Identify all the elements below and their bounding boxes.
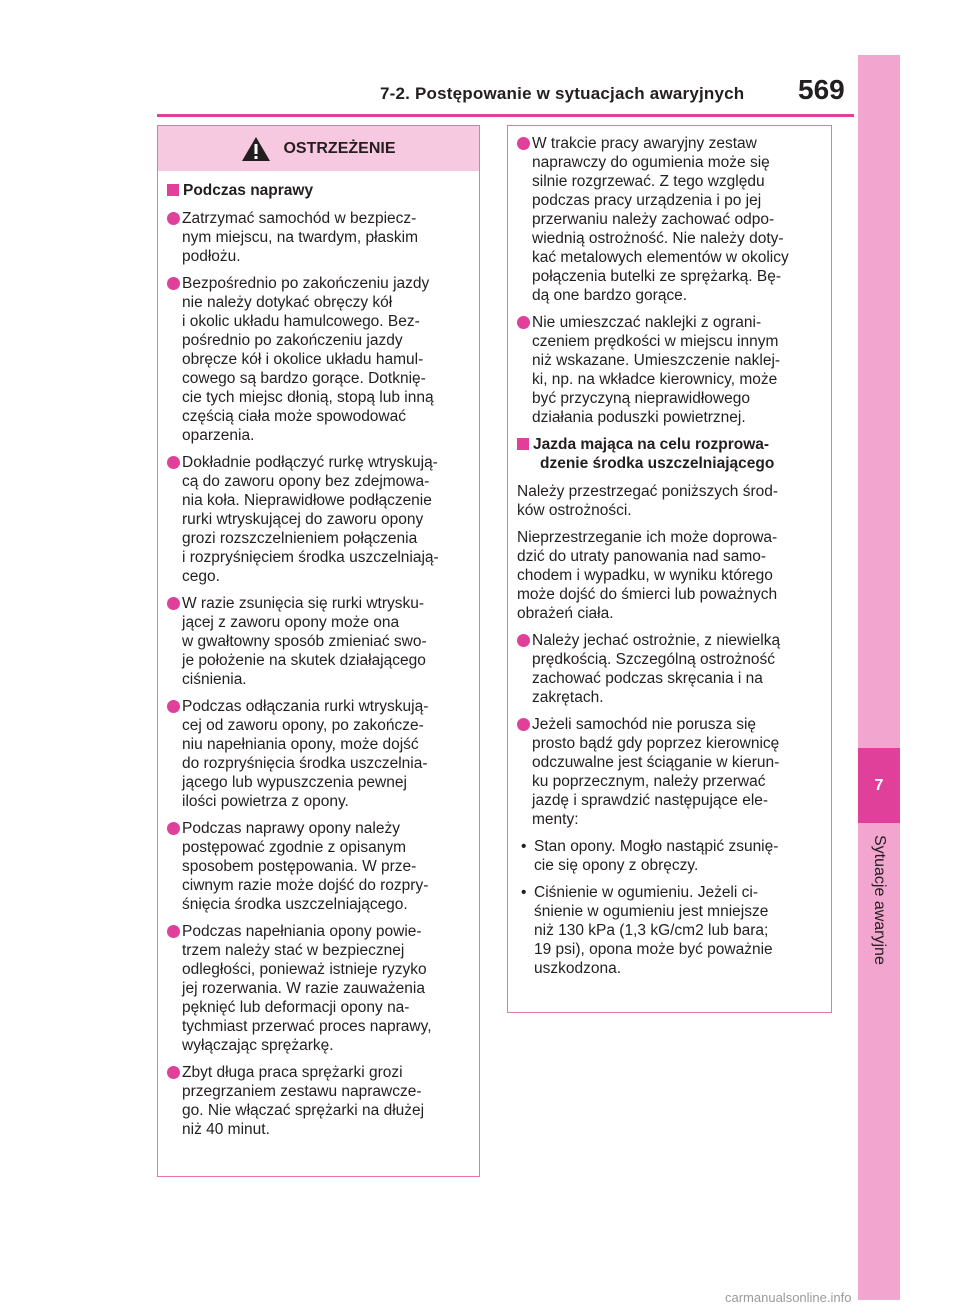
text-line: niż 40 minut. <box>182 1121 270 1138</box>
text-line: jącego lub wypuszczenia pewnej <box>182 774 407 791</box>
circle-bullet-icon <box>167 822 180 835</box>
text-line: oparzenia. <box>182 427 255 444</box>
text-line: jącej z zaworu opony może ona <box>182 614 400 631</box>
text-line: ciwnym razie może dojść do rozpry- <box>182 877 429 894</box>
text-line: Bezpośrednio po zakończeniu jazdy <box>182 275 430 292</box>
list-item <box>167 697 471 811</box>
text-line: je położenie na skutek działającego <box>182 652 426 669</box>
bullet-dot-icon: • <box>521 884 527 901</box>
text-line: prosto bądź gdy poprzez kierownicę <box>532 735 780 752</box>
text-line: menty: <box>532 811 579 828</box>
text-line: odczuwalne jest ściąganie w kierun- <box>532 754 780 771</box>
text-line: naprawczy do ogumienia może się <box>532 154 770 171</box>
section-heading-text: Podczas naprawy <box>183 182 314 199</box>
text-line: chodem i wypadku, w wyniku którego <box>517 567 773 584</box>
warning-list-bottom <box>517 631 823 829</box>
header-title: 7-2. Postępowanie w sytuacjach awaryjnych <box>380 84 745 103</box>
warning-list-top <box>517 134 823 427</box>
text-line: ilości powietrza z opony. <box>182 793 349 810</box>
text-line: pęknięć lub deformacji opony na- <box>182 999 410 1016</box>
text-line: działania poduszki powietrznej. <box>532 409 746 426</box>
text-line: nym miejscu, na twardym, płaskim <box>182 229 419 246</box>
list-item <box>517 715 823 829</box>
text-line: cej od zaworu opony, po zakończe- <box>182 717 424 734</box>
circle-bullet-icon <box>517 316 530 329</box>
list-item <box>167 819 471 914</box>
paragraph <box>517 482 823 520</box>
text-line: czeniem prędkości w miejscu innym <box>532 333 779 350</box>
text-line: jazdę i sprawdzić następujące ele- <box>532 792 769 809</box>
text-line: pośrednio po zakończeniu jazdy <box>182 332 403 349</box>
text-line: Dokładnie podłączyć rurkę wtryskują- <box>182 454 438 471</box>
text-line: ku poprzecznym, należy przerwać <box>532 773 766 790</box>
text-line: obrażeń ciała. <box>517 605 614 622</box>
text-line: dą one bardzo gorące. <box>532 287 688 304</box>
text-line: podczas pracy urządzenia i po jej <box>532 192 762 209</box>
text-line: Nieprzestrzeganie ich może doprowa- <box>517 529 778 546</box>
paragraphs <box>517 482 823 623</box>
warning-box-left <box>157 125 480 1177</box>
circle-bullet-icon <box>517 137 530 150</box>
check-list <box>517 837 823 978</box>
list-item <box>167 209 471 266</box>
circle-bullet-icon <box>167 925 180 938</box>
text-line: sposobem postępowania. W prze- <box>182 858 417 875</box>
warning-list <box>167 209 471 1139</box>
text-line: Należy jechać ostrożnie, z niewielką <box>532 632 781 649</box>
text-line: częścią ciała może spowodować <box>182 408 406 425</box>
text-line: nie należy dotykać obręczy kół <box>182 294 393 311</box>
text-line: Należy przestrzegać poniższych środ- <box>517 483 779 500</box>
text-line: kać metalowych elementów w okolicy <box>532 249 789 266</box>
text-line: W trakcie pracy awaryjny zestaw <box>532 135 757 152</box>
text-line: zakrętach. <box>532 689 604 706</box>
text-line: i okolic układu hamulcowego. Bez- <box>182 313 420 330</box>
circle-bullet-icon <box>517 718 530 731</box>
text-line: Stan opony. Mogło nastąpić zsunię- <box>534 838 779 855</box>
text-line: wyłączając sprężarkę. <box>182 1037 334 1054</box>
text-line: nia koła. Nieprawidłowe podłączenie <box>182 492 432 509</box>
section-heading-line: dzenie środka uszczelniającego <box>540 455 775 472</box>
text-line: niż 130 kPa (1,3 kG/cm2 lub bara; <box>534 922 769 939</box>
list-item <box>517 313 823 427</box>
warning-triangle-icon <box>241 136 271 162</box>
list-item <box>167 274 471 445</box>
text-line: trzem należy stać w bezpiecznej <box>182 942 405 959</box>
text-line: Nie umieszczać naklejki z ograni- <box>532 314 762 331</box>
text-line: uszkodzona. <box>534 960 622 977</box>
text-line: obręcze kół i okolice układu hamul- <box>182 351 424 368</box>
text-line: cą do zaworu opony bez zdejmowa- <box>182 473 430 490</box>
warning-header <box>158 126 479 171</box>
text-line: dzić do utraty panowania nad samo- <box>517 548 767 565</box>
text-line: niż wskazane. Umieszczenie naklej- <box>532 352 781 369</box>
text-line: i rozpryśnięciem środka uszczelniają- <box>182 549 439 566</box>
warning-content-left <box>158 171 479 1139</box>
text-line: śnienie w ogumieniu jest mniejsze <box>534 903 769 920</box>
text-line: odległości, ponieważ istnieje ryzyko <box>182 961 427 978</box>
text-line: zachować podczas skręcania i na <box>532 670 763 687</box>
section-heading-line: Jazda mająca na celu rozprowa- <box>533 436 770 453</box>
text-line: przegrzaniem zestawu naprawcze- <box>182 1083 422 1100</box>
chapter-label: Sytuacje awaryjne <box>871 835 888 965</box>
text-line: cie się opony z obręczy. <box>534 857 699 874</box>
bullet-dot-icon: • <box>521 838 527 855</box>
text-line: ciśnienia. <box>182 671 247 688</box>
list-item <box>167 1063 471 1139</box>
text-line: prędkością. Szczególną ostrożność <box>532 651 775 668</box>
list-item <box>167 594 471 689</box>
text-line: śnięcia środka uszczelniającego. <box>182 896 408 913</box>
text-line: 19 psi), opona może być poważnie <box>534 941 773 958</box>
warning-box-right <box>507 125 832 1013</box>
warning-title: OSTRZEŻENIE <box>283 139 396 157</box>
square-bullet-icon <box>167 184 179 196</box>
text-line: połączenia butelki ze sprężarką. Bę- <box>532 268 781 285</box>
text-line: silnie rozgrzewać. Z tego względu <box>532 173 765 190</box>
text-line: cego. <box>182 568 220 585</box>
warning-content-right <box>508 126 831 978</box>
text-line: do rozpryśnięcia środka uszczelnia- <box>182 755 428 772</box>
text-line: być przyczyną nieprawidłowego <box>532 390 750 407</box>
circle-bullet-icon <box>167 597 180 610</box>
text-line: go. Nie włączać sprężarki na dłużej <box>182 1102 425 1119</box>
circle-bullet-icon <box>517 634 530 647</box>
text-line: postępować zgodnie z opisanym <box>182 839 407 856</box>
text-line: przerwaniu należy zachować odpo- <box>532 211 775 228</box>
page-number: 569 <box>798 74 845 105</box>
paragraph <box>517 528 823 623</box>
text-line: Zatrzymać samochód w bezpiecz- <box>182 210 417 227</box>
text-line: Zbyt długa praca sprężarki grozi <box>182 1064 403 1081</box>
list-item <box>167 922 471 1055</box>
list-item <box>167 453 471 586</box>
text-line: rurki wtryskującej do zaworu opony <box>182 511 424 528</box>
section-heading-driving <box>517 435 823 473</box>
text-line: tychmiast przerwać proces naprawy, <box>182 1018 432 1035</box>
list-item <box>517 631 823 707</box>
section-heading <box>167 181 471 200</box>
text-line: może dojść do śmierci lub poważnych <box>517 586 778 603</box>
text-line: grozi rozszczelnieniem połączenia <box>182 530 418 547</box>
text-line: W razie zsunięcia się rurki wtrysku- <box>182 595 425 612</box>
square-bullet-icon <box>517 438 529 450</box>
text-line: ki, np. na wkładce kierownicy, może <box>532 371 778 388</box>
text-line: wiednią ostrożność. Nie należy doty- <box>532 230 784 247</box>
text-line: ków ostrożności. <box>517 502 632 519</box>
header-rule <box>157 114 854 117</box>
text-line: Podczas odłączania rurki wtryskują- <box>182 698 429 715</box>
bullet-item <box>517 837 823 875</box>
text-line: podłożu. <box>182 248 241 265</box>
bullet-item <box>517 883 823 978</box>
circle-bullet-icon <box>167 277 180 290</box>
text-line: jej rozerwania. W razie zauważenia <box>182 980 425 997</box>
text-line: cie tych miejsc dłonią, stopą lub inną <box>182 389 434 406</box>
list-item <box>517 134 823 305</box>
side-tab <box>858 55 900 1300</box>
circle-bullet-icon <box>167 1066 180 1079</box>
text-line: cowego są bardzo gorące. Dotknię- <box>182 370 426 387</box>
text-line: Podczas napełniania opony powie- <box>182 923 422 940</box>
watermark: carmanualsonline.info <box>725 1290 852 1305</box>
text-line: niu napełniania opony, może dojść <box>182 736 419 753</box>
text-line: Jeżeli samochód nie porusza się <box>532 716 757 733</box>
circle-bullet-icon <box>167 212 180 225</box>
text-line: w gwałtowny sposób zmieniać swo- <box>182 633 427 650</box>
text-line: Ciśnienie w ogumieniu. Jeżeli ci- <box>534 884 758 901</box>
text-line: Podczas naprawy opony należy <box>182 820 400 837</box>
circle-bullet-icon <box>167 456 180 469</box>
circle-bullet-icon <box>167 700 180 713</box>
chapter-number: 7 <box>858 748 900 823</box>
